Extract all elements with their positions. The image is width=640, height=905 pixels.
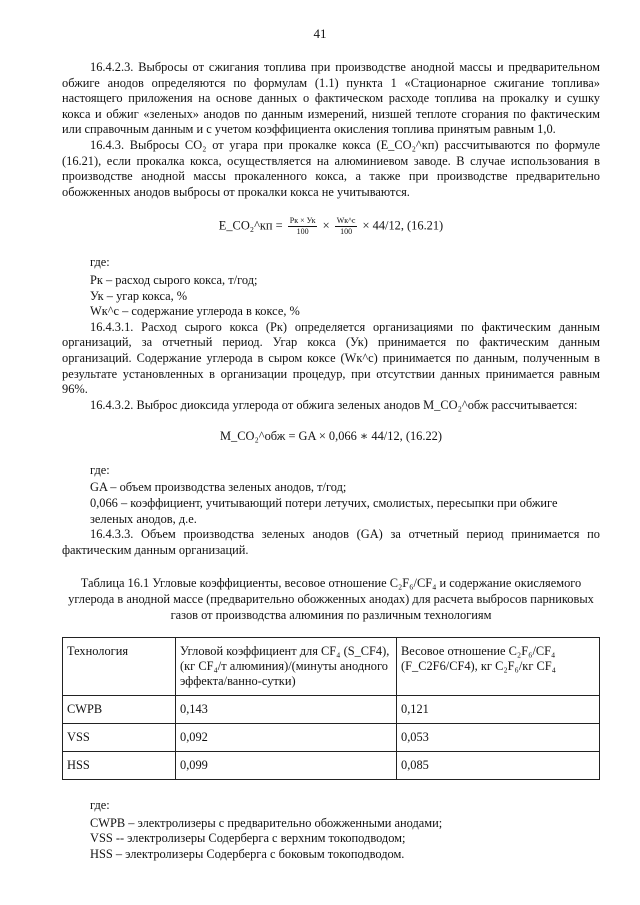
- table-cell: 0,121: [397, 696, 600, 724]
- header-slope-coefficient: Угловой коэффициент для CF₄ (S_CF4), (кг CF₄/т алюминия)/(минуты анодного эффекта/ванно-сутки): [176, 638, 397, 696]
- formula-16-21-fraction-1: [288, 216, 318, 237]
- table-row: [63, 724, 600, 752]
- paragraph-16-4-2-3: 16.4.2.3. Выбросы от сжигания топлива при производстве анодной массы и предварительном обжиге анодов определяются по формулам (1.1) пункта 1 «Стационарное сжигание топлива» настоящего приложения на основе данных о фактическом расходе топлива на прокалку и сушку кокса и обжиг «зеленых» анодов по данным измерений, низшей теплоте сгорания по фактическим или справочным данным и с учетом коэффициента окисления топлива принятым равным 1,0.: [62, 60, 600, 137]
- definition-item: Pк – расход сырого кокса, т/год;: [90, 272, 258, 287]
- paragraph-16-4-3-3: 16.4.3.3. Объем производства зеленых анодов (GA) за отчетный период принимается по фактическим данным организаций.: [62, 527, 600, 557]
- table-cell: 0,092: [176, 724, 397, 752]
- definition-item: 0,066 – коэффициент, учитывающий потери летучих, смолистых, пересыпки при обжиге зеленых анодов, д.е.: [90, 496, 558, 526]
- multiply-sign: ×: [322, 218, 330, 233]
- where-label-2: где:: [90, 462, 110, 477]
- definition-item: Ук – угар кокса, %: [90, 288, 188, 303]
- table-cell: 0,053: [397, 724, 600, 752]
- table-row: [63, 752, 600, 780]
- table-legend: [62, 798, 600, 862]
- coefficients-table: [62, 637, 600, 780]
- formula-16-21-lhs: E_CO₂^кп =: [218, 218, 283, 233]
- formula-16-21-fraction-2: [335, 216, 358, 237]
- definitions-3: [90, 816, 600, 863]
- definitions-2: [90, 480, 600, 527]
- formula-16-22: M_CO₂^обж = GA × 0,066 ∗ 44/12, (16.22): [220, 429, 442, 444]
- page-number: 41: [313, 26, 327, 41]
- table-cell: VSS: [63, 724, 176, 752]
- paragraph-16-4-3: 16.4.3. Выбросы CO₂ от угара при прокалке кокса (E_CO₂^кп) рассчитываются по формуле (16.21), если прокалка кокса, осуществляется на алюминиевом заводе. В случае использования в производстве анодной массы прокаленного кокса, а также при производстве предварительно обожженных анодов выбросы от прокалки кокса не учитываются.: [62, 137, 600, 199]
- table-cell: HSS: [63, 752, 176, 780]
- definition-item: VSS -- электролизеры Содерберга с верхним токоподводом;: [90, 831, 406, 846]
- table-cell: 0,143: [176, 696, 397, 724]
- definition-item: CWPB – электролизеры с предварительно обожженными анодами;: [90, 815, 443, 830]
- fraction-1-numerator: Pк × Ук: [289, 216, 316, 226]
- where-label-1: где:: [90, 255, 110, 270]
- formula-16-21-tail: × 44/12, (16.21): [362, 218, 444, 233]
- table-cell: 0,085: [397, 752, 600, 780]
- page-content: [62, 60, 600, 863]
- table-header-row: [63, 638, 600, 696]
- table-caption: Таблица 16.1 Угловые коэффициенты, весовое отношение C₂F₆/CF₄ и содержание окисляемого углерода в анодной массе (предварительно обожженных анодах) для расчета выбросов парниковых газов от производства алюминия по различным технологиям: [68, 576, 594, 622]
- paragraph-16-4-3-2: 16.4.3.2. Выброс диоксида углерода от обжига зеленых анодов M_CO₂^обж рассчитывается:: [90, 397, 578, 412]
- fraction-1-denominator: 100: [296, 227, 309, 237]
- header-weight-ratio: Весовое отношение C₂F₆/CF₄ (F_C2F6/CF4), кг C₂F₆/кг CF₄: [397, 638, 600, 696]
- table-row: [63, 696, 600, 724]
- formula-16-21: [62, 216, 600, 237]
- definitions-1: [90, 273, 600, 320]
- definition-item: HSS – электролизеры Содерберга с боковым токоподводом.: [90, 847, 405, 861]
- definition-item: GA – объем производства зеленых анодов, т/год;: [90, 480, 347, 495]
- definition-item: Wк^c – содержание углерода в коксе, %: [90, 304, 300, 319]
- where-label-3: где:: [90, 798, 110, 813]
- header-technology: Технология: [63, 638, 176, 696]
- table-cell: CWPB: [63, 696, 176, 724]
- fraction-2-numerator: Wк^c: [336, 216, 356, 226]
- paragraph-16-4-3-1: 16.4.3.1. Расход сырого кокса (Pк) определяется организациями по фактическим данным организаций, за отчетный период. Угар кокса (Ук) принимается по фактическим данным организаций. Содержание углерода в сыром коксе (Wк^c) принимается по данным, полученным в результате установленных в организации процедур, при отсутствии данных принимается равным 96%.: [62, 319, 600, 397]
- table-cell: 0,099: [176, 752, 397, 780]
- fraction-2-denominator: 100: [340, 227, 353, 237]
